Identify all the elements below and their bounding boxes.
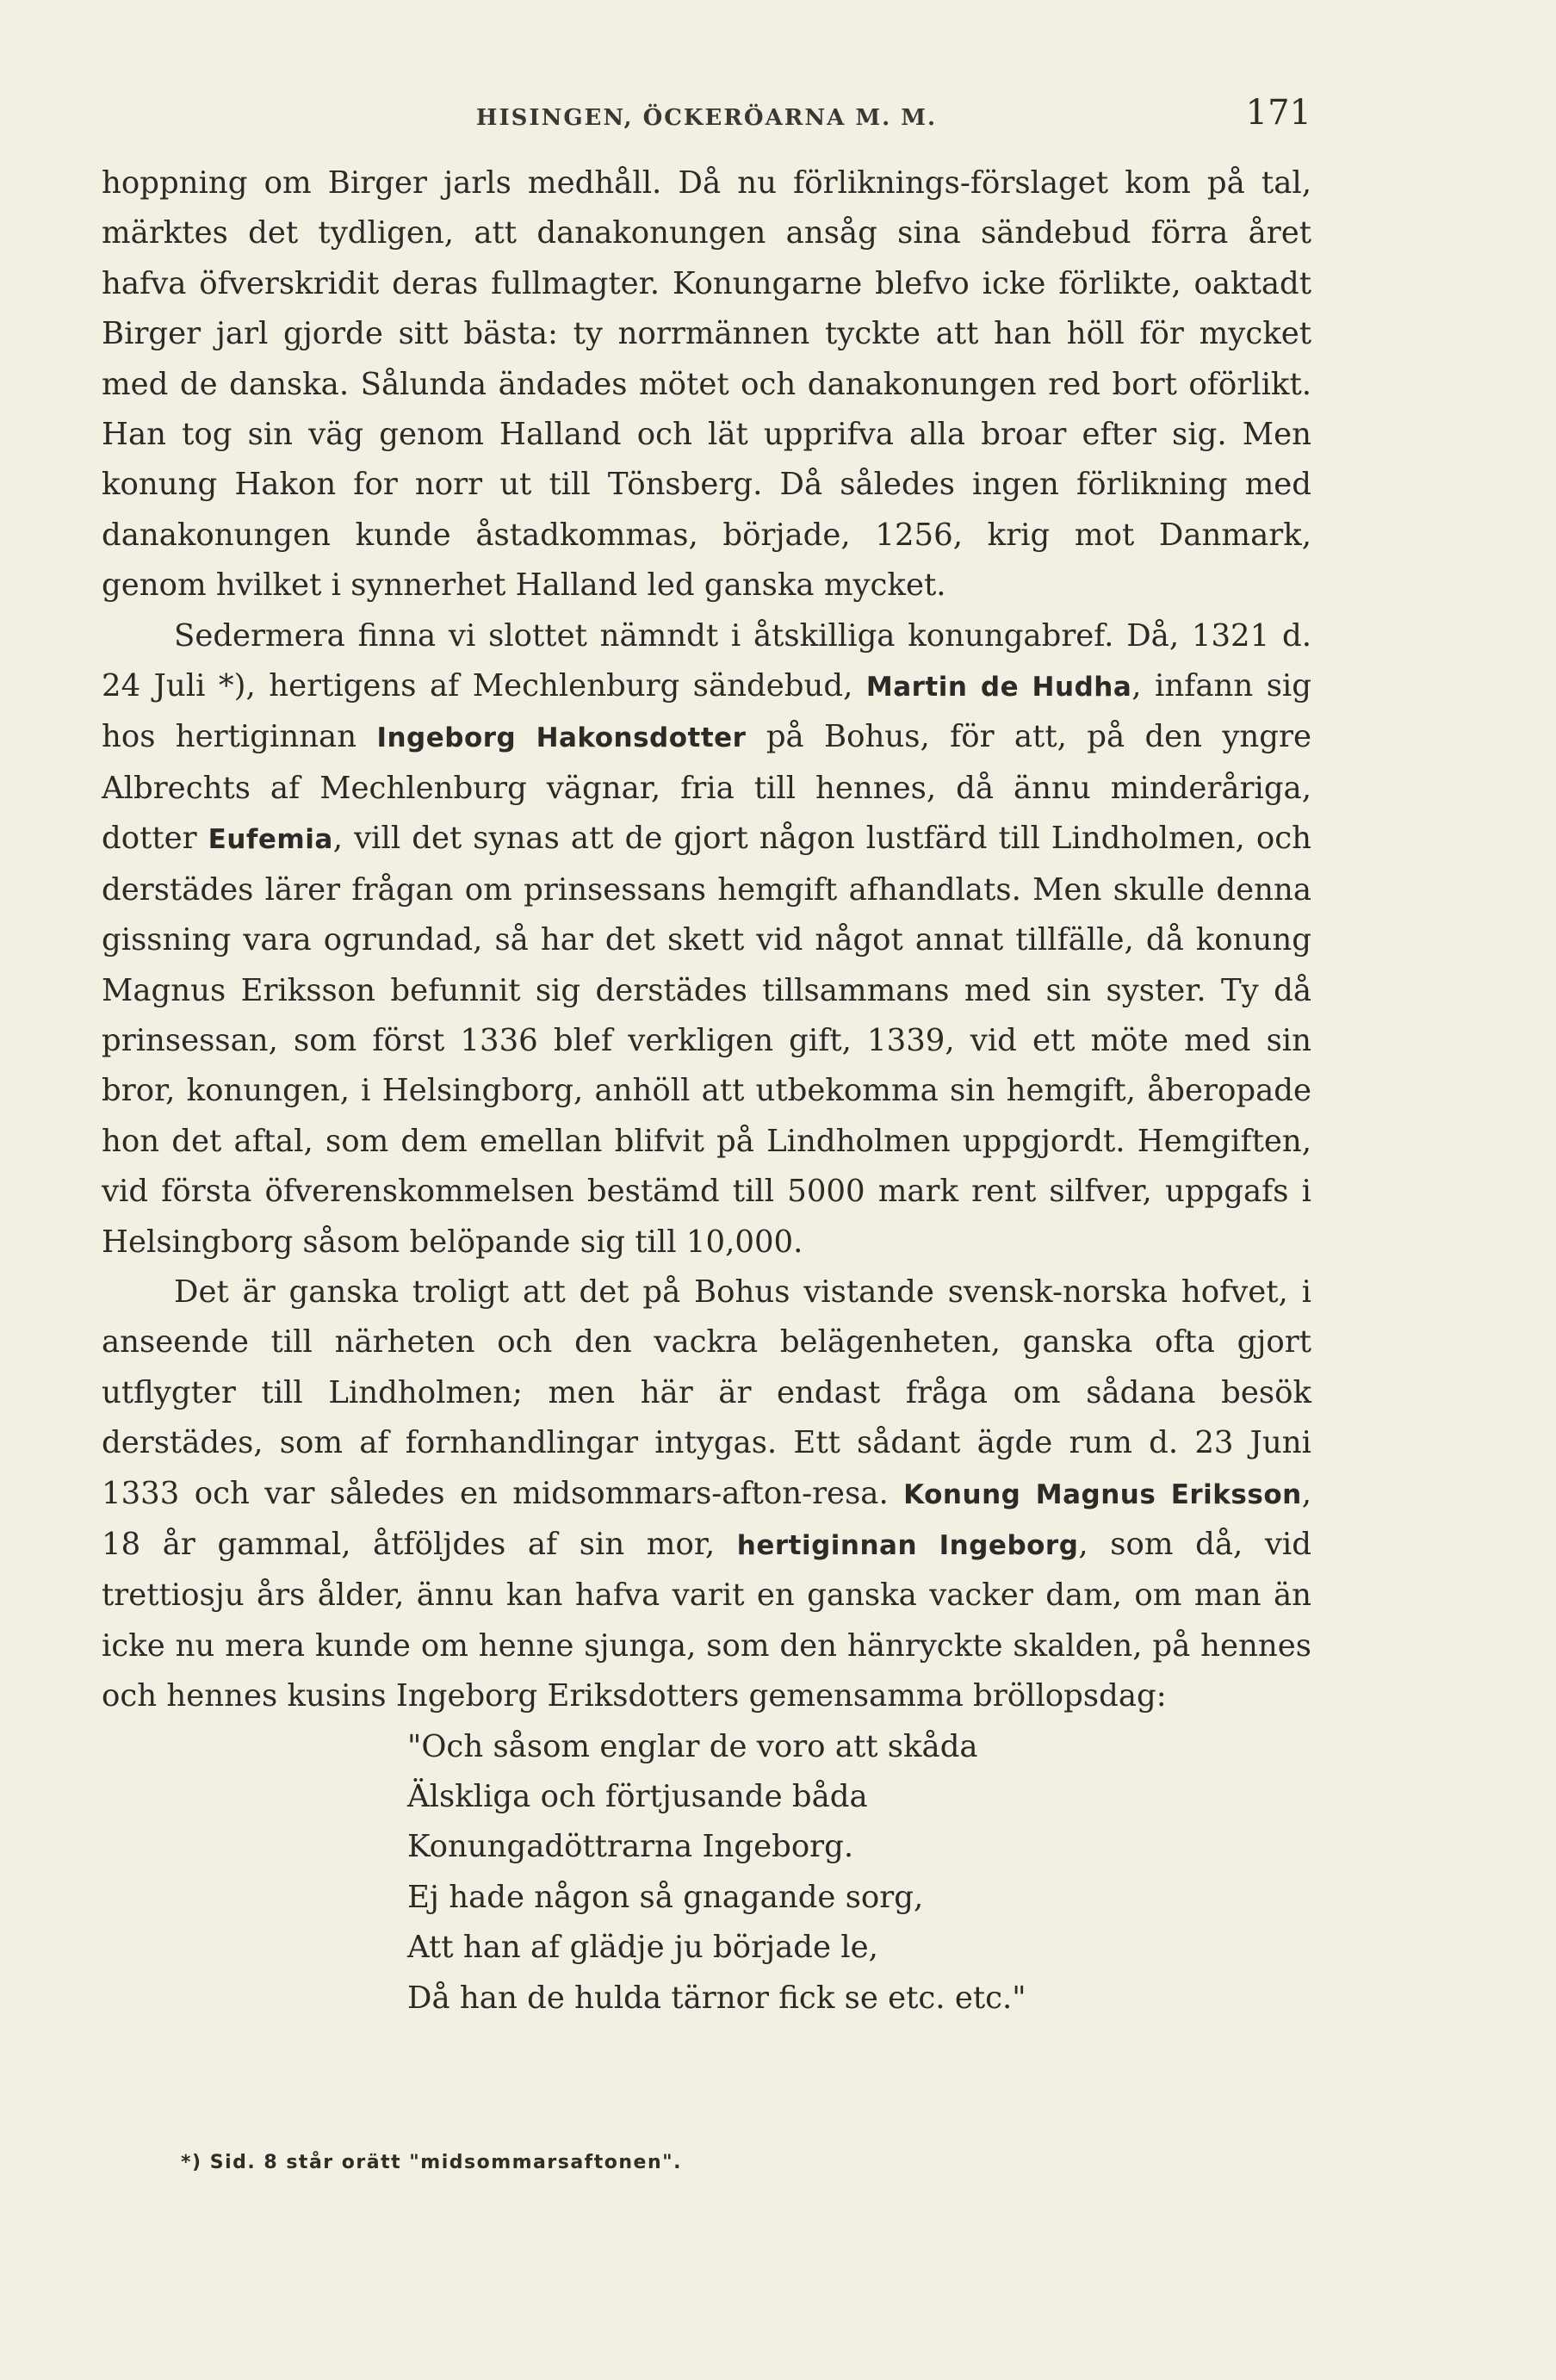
poem-line: Konungadöttrarna Ingeborg. — [407, 1829, 854, 1865]
paragraph-2-text-4: , vill det synas att de gjort någon lustfärd till Lindholmen, och derstädes lärer frågan om prinsessans hemgift afhandlats. Men skulle denna gissning vara ogrundad, så har det skett vid något annat tillfälle, då konung Magnus Eriksson befunnit sig derstädes tillsammans med sin syster. Ty då prinsessan, som först 1336 blef verkligen gift, 1339, vid ett möte med sin bror, konungen, i Helsingborg, anhöll att utbekomma sin hemgift, åberopade hon det aftal, som dem emellan blifvit på Lindholmen uppgjordt. Hemgiften, vid första öfverenskommelsen bestämd till 5000 mark rent silfver, uppgafs i Helsingborg såsom belöpande sig till 10,000. — [102, 821, 1311, 1260]
name-martin-de-hudha: Martin de Hudha — [865, 672, 1132, 703]
paragraph-1: hoppning om Birger jarls medhåll. Då nu förliknings-förslaget kom på tal, märktes det tydligen, att danakonungen ansåg sina sändebud förra året hafva öfverskridit deras fullmagter. Konungarne blefvo icke förlikte, oaktadt Birger jarl gjorde sitt bästa: ty norrmännen tyckte att han höll för mycket med de danska. Sålunda ändades mötet och danakonungen red bort oförlikt. Han tog sin väg genom Halland och lät upprifva alla broar efter sig. Men konung Hakon for norr ut till Tönsberg. Då således ingen förlikning med danakonungen kunde åstadkommas, började, 1256, krig mot Danmark, genom hvilket i synnerhet Halland led ganska mycket. — [102, 165, 1311, 604]
footnote: *) Sid. 8 står orätt "midsommarsaftonen". — [181, 2152, 682, 2173]
page-header — [102, 93, 1311, 145]
paragraph-2-text-2: , infann sig hos hertiginnan — [102, 668, 1312, 755]
poem-line: Då han de hulda tärnor fick se etc. etc." — [407, 1980, 1026, 2016]
name-hertiginnan-ingeborg: hertiginnan Ingeborg — [736, 1529, 1079, 1561]
page-number: 171 — [1245, 93, 1311, 133]
poem-line: Att han af glädje ju började le, — [407, 1930, 878, 1966]
poem-line: "Och såsom englar de voro att skåda — [407, 1728, 978, 1764]
poem-quote — [407, 1722, 1311, 2024]
paragraph-3-text-2: , 18 år gammal, åtföljdes af sin mor, — [102, 1475, 1311, 1562]
name-ingeborg-hakonsdotter: Ingeborg Hakonsdotter — [376, 722, 747, 754]
body-text — [102, 158, 1311, 2024]
paragraph-3-text-1: Det är ganska troligt att det på Bohus vistande svensk-norska hofvet, i anseende till närheten och den vackra belägenheten, ganska ofta gjort utflygter till Lindholmen; men här är endast fråga om sådana besök derstädes, som af fornhandlingar intygas. Ett sådant ägde rum d. 23 Juni 1333 och var således en midsommars-afton-resa. — [102, 1274, 1311, 1511]
poem-line: Älskliga och förtjusande båda — [407, 1779, 868, 1814]
paragraph-2-text-3: på Bohus, för att, på den yngre Albrechts af Mechlenburg vägnar, fria till hennes, då ännu minderåriga, dotter — [102, 719, 1311, 857]
paragraph-3 — [102, 1267, 1311, 1722]
paragraph-2-text-1: Sedermera finna vi slottet nämndt i åtskilliga konungabref. Då, 1321 d. 24 Juli *), hertigens af Mechlenburg sändebud, — [102, 617, 1311, 704]
name-konung-magnus-eriksson: Konung Magnus Eriksson — [903, 1478, 1302, 1510]
name-eufemia: Eufemia — [208, 824, 333, 856]
running-title: HISINGEN, ÖCKERÖARNA M. M. — [475, 105, 938, 131]
poem-line: Ej hade någon så gnagande sorg, — [407, 1879, 924, 1915]
paragraph-2 — [102, 611, 1311, 1267]
paragraph-3-text-3: , som då, vid trettiosju års ålder, ännu kan hafva varit en ganska vacker dam, om man än icke nu mera kunde om henne sjunga, som den hänryckte skalden, på hennes och hennes kusins Ingeborg Eriksdotters gemensamma bröllopsdag: — [102, 1526, 1312, 1714]
